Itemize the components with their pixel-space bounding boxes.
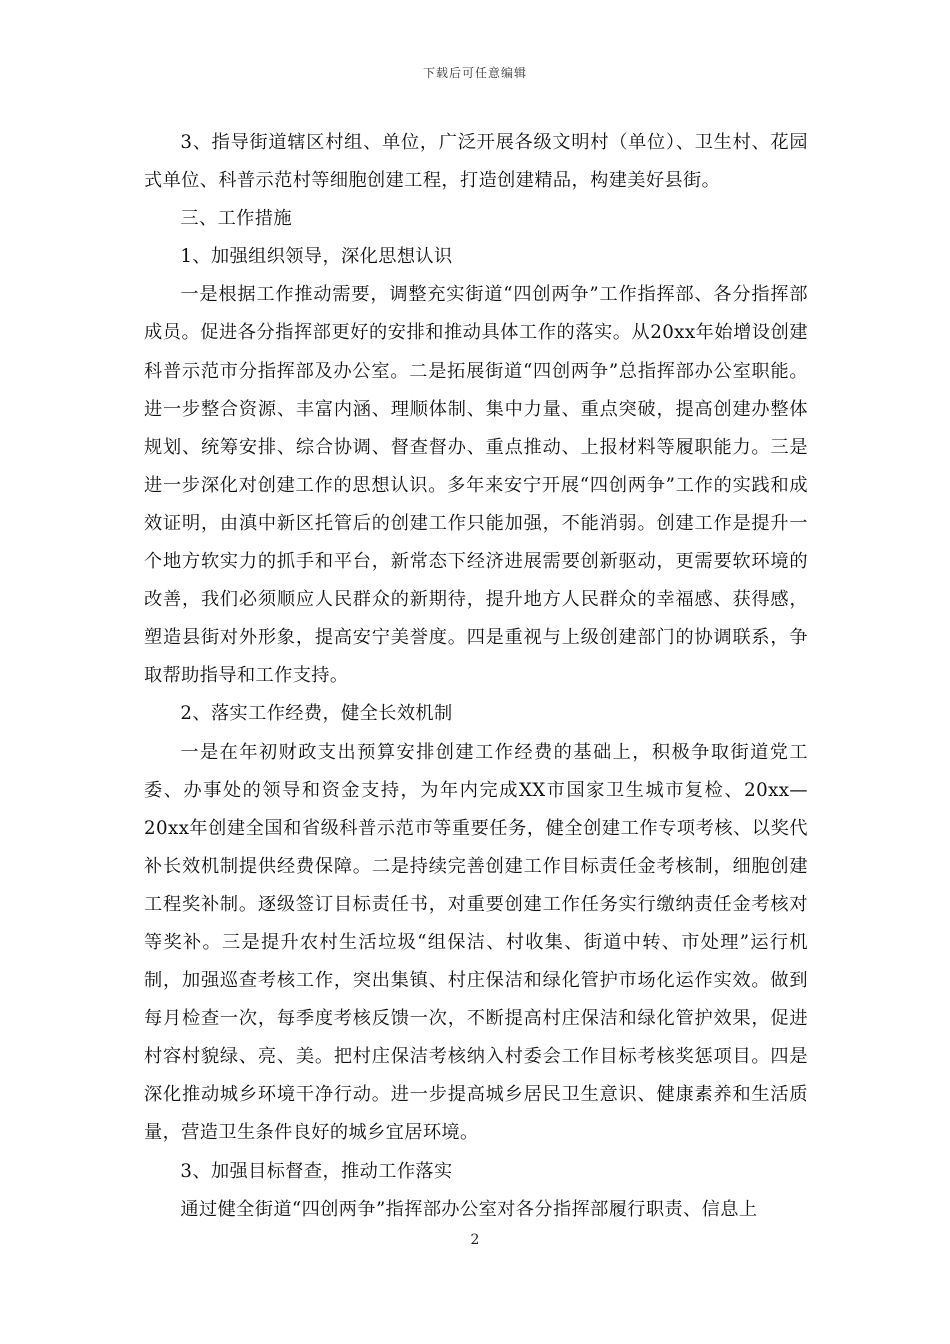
paragraph-body-3: 通过健全街道“四创两争”指挥部办公室对各分指挥部履行职责、信息上	[180, 1198, 758, 1220]
paragraph-item-3: 3、指导街道辖区村组、单位，广泛开展各级文明村（单位）、卫生村、花园式单位、科普示范村等细胞创建工程，打造创建精品，构建美好县街。	[144, 132, 808, 192]
paragraph-body-2: 一是在年初财政支出预算安排创建工作经费的基础上，积极争取街道党工委、办事处的领导和资金支持，为年内完成XX市国家卫生城市复检、20xx—20xx年创建全国和省级科普示范市等重要任务，健全创建工作专项考核、以奖代补长效机制提供经费保障。二是持续完善创建工作目标责任金考核制，细胞创建工程奖补制。逐级签订目标责任书，对重要创建工作任务实行缴纳责任金考核对等奖补。三是提升农村生活垃圾“组保洁、村收集、街道中转、市处理”运行机制，加强巡查考核工作，突出集镇、村庄保洁和绿化管护市场化运作实效。做到每月检查一次，每季度考核反馈一次，不断提高村庄保洁和绿化管护效果，促进村容村貌绿、亮、美。把村庄保洁考核纳入村委会工作目标考核奖惩项目。四是深化推动城乡环境干净行动。进一步提高城乡居民卫生意识、健康素养和生活质量，营造卫生条件良好的城乡宜居环境。	[144, 741, 808, 1144]
subheading-2: 2、落实工作经费，健全长效机制	[180, 703, 453, 725]
subheading-3: 3、加强目标督查，推动工作落实	[180, 1160, 453, 1182]
page-number: 2	[470, 1232, 480, 1248]
page-header: 下载后可任意编辑	[422, 66, 527, 80]
subheading-1: 1、加强组织领导，深化思想认识	[180, 246, 453, 268]
paragraph-body-1: 一是根据工作推动需要，调整充实街道“四创两争”工作指挥部、各分指挥部成员。促进各分指挥部更好的安排和推动具体工作的落实。从20xx年始增设创建科普示范市分指挥部及办公室。二是拓展街道“四创两争”总指挥部办公室职能。进一步整合资源、丰富内涵、理顺体制、集中力量、重点突破，提高创建办整体规划、统筹安排、综合协调、督查督办、重点推动、上报材料等履职能力。三是进一步深化对创建工作的思想认识。多年来安宁开展“四创两争”工作的实践和成效证明，由滇中新区托管后的创建工作只能加强，不能消弱。创建工作是提升一个地方软实力的抓手和平台，新常态下经济进展需要创新驱动，更需要软环境的改善，我们必须顺应人民群众的新期待，提升地方人民群众的幸福感、获得感，塑造县街对外形象，提高安宁美誉度。四是重视与上级创建部门的协调联系，争取帮助指导和工作支持。	[144, 284, 808, 687]
document-body	[144, 124, 808, 1229]
section-heading-measures: 三、工作措施	[180, 208, 292, 230]
